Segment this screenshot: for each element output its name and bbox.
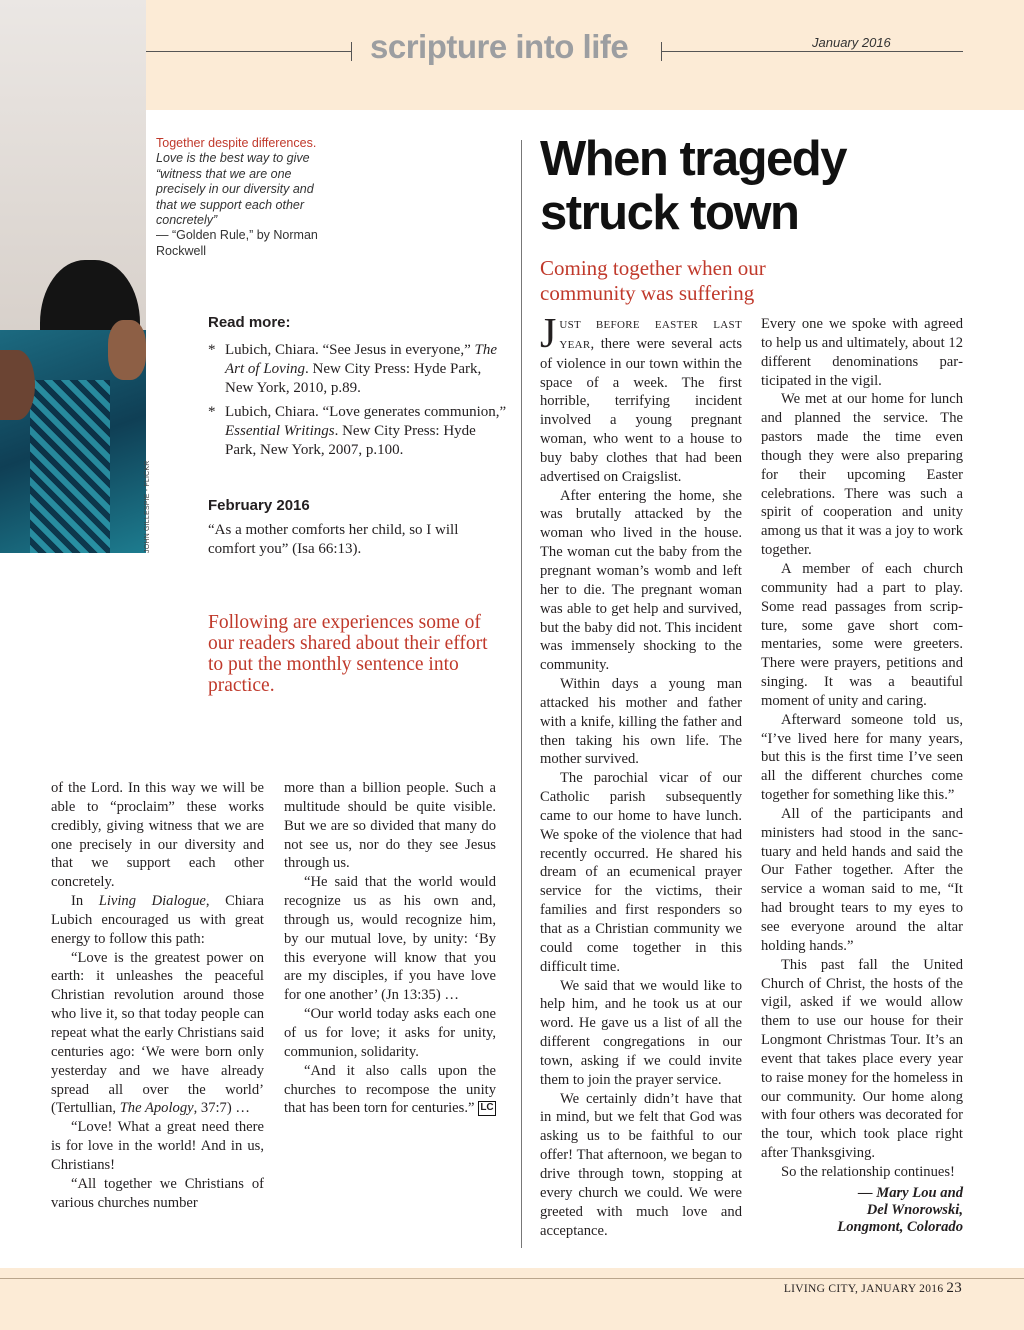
reference-title: Essential Writings — [225, 423, 335, 439]
reference-rest: . New City Press: Hyde Park, New York, 2010, p.89. — [225, 361, 482, 396]
paragraph: All of the participants and ministers had stood in the sanctuary and held hands and said the Our Father together. After the service a woman said to me, “It had brought tears to my eyes to see everyone around the altar holding hands.” — [761, 805, 963, 954]
photo-pattern — [30, 380, 110, 553]
lead-smallcaps: UST BEFORE EASTER LAST YEAR — [559, 319, 742, 351]
paragraph: “Our world today asks each one of us for love; it asks for unity, communion, solidarity. — [284, 1006, 496, 1060]
photo-caption — [156, 136, 326, 259]
text-run: , 37:7) … — [193, 1100, 250, 1117]
publication-name: LIVING CITY, JANUARY 2016 — [783, 1283, 944, 1295]
paragraph: Afterward someone told us, “I’ve lived here for many years, but this is the first time I’ve seen all the different churches come together for something like this.” — [761, 711, 963, 804]
text-run: In — [71, 893, 99, 910]
paragraph — [51, 949, 264, 1119]
text-run: “And it also calls upon the churches to recompose the unity that has been torn for centuries.” — [284, 1062, 496, 1117]
paragraph: We said that we would like to help him, and he took us at our word. He gave us a list of all the different congregations in our town, asking if we could invite them to join the prayer service. — [540, 977, 742, 1088]
text-run: “Love is the greatest power on earth: it unleashes the peaceful Christian revolution around those who live it, so that today people can repeat what the early Christians said centuries ago: ‘We were born only yesterday and we have already spread all over the world’ (Tertullian, — [51, 949, 264, 1117]
header-rule-right — [661, 51, 963, 52]
article-column-1 — [540, 311, 742, 1240]
book-title: The Apology — [119, 1100, 194, 1117]
caption-source: — “Golden Rule,” by Norman Rockwell — [156, 228, 318, 258]
paragraph: Every one we spoke with agreed to help us and ultimately, about 12 different denominations participated in the vigil. — [761, 316, 963, 389]
signature-line: Del Wnorowski, — [866, 1201, 963, 1218]
paragraph: We met at our home for lunch and planned the service. The pastors made the time even though they were also preparing for their upcoming Easter celebrations. There was such a spirit of cooperation and unity among us that it was a joy to work together. — [761, 391, 963, 559]
lead-paragraph — [540, 311, 742, 487]
drop-cap: J — [540, 311, 557, 357]
photo-shoulder — [0, 350, 35, 420]
reference-rest: . New City Press: Hyde Park, New York, 2007, p.100. — [225, 423, 476, 458]
photo — [0, 0, 146, 553]
next-month-heading: February 2016 — [208, 497, 310, 514]
paragraph: of the Lord. In this way we will be able to “proclaim” these works credibly, giving witness that we are one precisely in our diversity and that we support each other concretely. — [51, 780, 264, 891]
reference-bullet: * — [208, 404, 216, 420]
paragraph: “All together we Christians of various churches number — [51, 1175, 264, 1211]
commentary-column-2 — [284, 779, 496, 1118]
author-signature — [761, 1185, 963, 1236]
read-more-heading: Read more: — [208, 314, 291, 331]
paragraph: “Love! What a great need there is for love in the world! And in us, Christians! — [51, 1119, 264, 1173]
reference-title: The Art of Loving — [225, 342, 497, 377]
intro-text: Following are experiences some of our readers shared about their effort to put the monthly sentence into practice. — [208, 612, 488, 696]
reference-author: Lubich, Chiara. “Love generates communion,” — [225, 404, 507, 420]
article-headline: When tragedy struck town — [540, 132, 846, 240]
footer-rule — [0, 1278, 1024, 1279]
book-title: Living Dialogue — [98, 893, 206, 910]
signature-line: Longmont, Colorado — [837, 1218, 963, 1235]
paragraph: A member of each church community had a part to play. Some read passages from scripture, some gave short commentaries, some were greeters. There were prayers, petitions and singing. It was a beautiful moment of unity and caring. — [761, 560, 963, 709]
signature-line: — Mary Lou and — [857, 1184, 963, 1201]
article-subhead: Coming together when our community was suffering — [540, 256, 766, 305]
paragraph: more than a billion people. Such a multitude should be quite visible. But we are so divided that many do not see us, nor do they see Jesus through us. — [284, 780, 496, 872]
paragraph: “He said that the world would recognize us as his own and, through us, would recognize him, by our mutual love, by unity: ‘By this everyone will know that you are my disciples, if you have love for one another’ (Jn 13:35) … — [284, 874, 496, 1004]
paragraph — [51, 892, 264, 949]
text-run: , there were several acts of violence in our town within the space of a week. The first horrible, terrifying incident involved a young pregnant woman, who went to a house to buy baby clothes that had been advertised on Craigslist. — [540, 335, 742, 485]
paragraph: This past fall the United Church of Christ, the hosts of the vigil, asked if we would allow them to use our house for their Longmont Christmas Tour. It’s an event that takes place every year to raise money for the homeless in our community. Our home along with four others was decorated for the tour, which took place right after Thanksgiving. — [761, 956, 963, 1162]
section-title: scripture into life — [370, 28, 629, 65]
commentary-column-1 — [51, 779, 264, 1212]
paragraph — [284, 1062, 496, 1119]
paragraph: After entering the home, she was brutally attacked by the woman who lived in the house. The woman cut the baby from the pregnant woman’s womb and left her to die. The pregnant woman was able to get help and survived, but the baby did not. This incident was immensely shocking to the community. — [540, 487, 742, 674]
page-folio — [784, 1280, 962, 1297]
next-month-text: “As a mother comforts her child, so I will comfort you” (Isa 66:13). — [208, 522, 459, 557]
article-column-2 — [761, 315, 963, 1236]
caption-lead: Together despite differences. — [156, 136, 317, 150]
page-number: 23 — [946, 1280, 962, 1296]
caption-quote: Love is the best way to give “witness that we are one precisely in our diversity and that we support each other concretely” — [156, 151, 314, 228]
reference-bullet: * — [208, 342, 216, 358]
reference-item — [208, 403, 508, 460]
paragraph: So the relationship continues! — [781, 1163, 955, 1180]
issue-date: January 2016 — [812, 35, 891, 50]
photo-face — [108, 320, 146, 380]
paragraph: The parochial vicar of our Catholic parish subsequently came to our home to have lunch. We spoke of the violence that had recently occurred. He shared his dream of an ecumenical prayer service for the victims, their families and first responders so that as a Christian community we could come together in this difficult time. — [540, 770, 742, 975]
paragraph: We certainly didn’t have that in mind, but we felt that God was asking us to be faithful to our offer! That afternoon, we began to drive through town, stopping at every church we could. We were greeted with much love and acceptance. — [540, 1090, 742, 1239]
photo-credit: JOHN GILLESPIE - FLICKR — [144, 460, 151, 553]
end-mark-logo: LC — [478, 1101, 496, 1116]
paragraph: Within days a young man attacked his mother and father with a knife, killing the father and then taking his own life. The mother survived. — [540, 676, 742, 768]
header-rule-left — [145, 51, 352, 52]
column-divider — [521, 140, 522, 1248]
text-run: , Chiara Lubich encouraged us with great energy to follow this path: — [51, 893, 264, 947]
reference-author: Lubich, Chiara. “See Jesus in everyone,” — [225, 342, 471, 358]
reference-item — [208, 341, 508, 398]
